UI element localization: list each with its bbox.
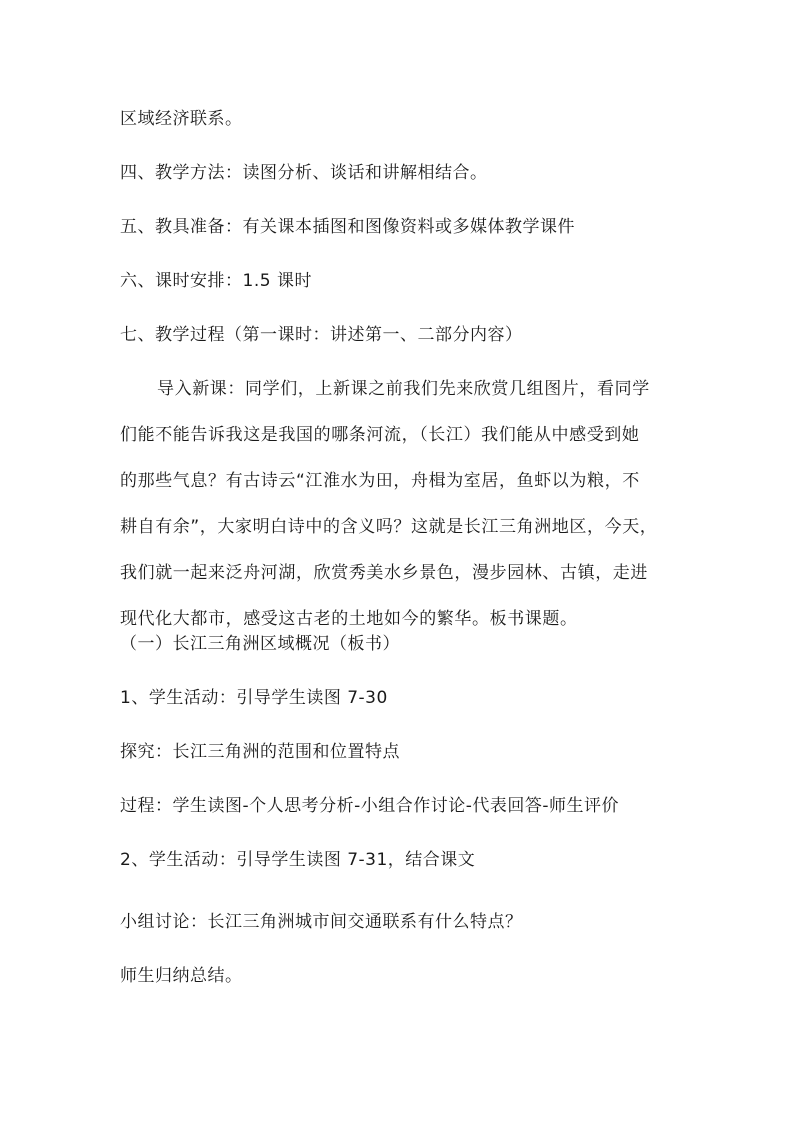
section-heading-overview: （一）长江三角洲区域概况（板书） (120, 634, 400, 654)
intro-paragraph-line: 的那些气息？有古诗云“江淮水为田，舟楫为室居，鱼虾以为粮，不 (120, 471, 640, 491)
text-line-teaching-method: 四、教学方法：读图分析、谈话和讲解相结合。 (120, 163, 488, 183)
text-line-student-activity-1: 1、学生活动：引导学生读图 7-30 (120, 688, 388, 708)
text-line-student-activity-2: 2、学生活动：引导学生读图 7-31，结合课文 (120, 850, 476, 870)
text-line-exploration: 探究：长江三角洲的范围和位置特点 (120, 742, 400, 762)
text-line-regional-economy: 区域经济联系。 (120, 109, 243, 129)
intro-paragraph-line: 们能不能告诉我这是我国的哪条河流，（长江）我们能从中感受到她 (120, 425, 640, 445)
text-line-teaching-aids: 五、教具准备：有关课本插图和图像资料或多媒体教学课件 (120, 217, 575, 237)
text-line-process: 过程：学生读图-个人思考分析-小组合作讨论-代表回答-师生评价 (120, 796, 620, 816)
text-line-group-discussion: 小组讨论：长江三角洲城市间交通联系有什么特点？ (120, 912, 523, 932)
intro-paragraph-line: 耕自有余”，大家明白诗中的含义吗？这就是长江三角洲地区，今天， (120, 517, 658, 537)
intro-paragraph-line: 导入新课：同学们，上新课之前我们先来欣赏几组图片，看同学 (157, 379, 650, 399)
intro-paragraph-line: 我们就一起来泛舟河湖，欣赏秀美水乡景色，漫步园林、古镇，走进 (120, 563, 648, 583)
text-line-summary: 师生归纳总结。 (120, 966, 243, 986)
intro-paragraph-line: 现代化大都市，感受这古老的土地如今的繁华。板书课题。 (120, 609, 578, 629)
text-line-teaching-process: 七、教学过程（第一课时：讲述第一、二部分内容） (120, 325, 523, 345)
text-line-class-hours: 六、课时安排：1.5 课时 (120, 271, 312, 291)
